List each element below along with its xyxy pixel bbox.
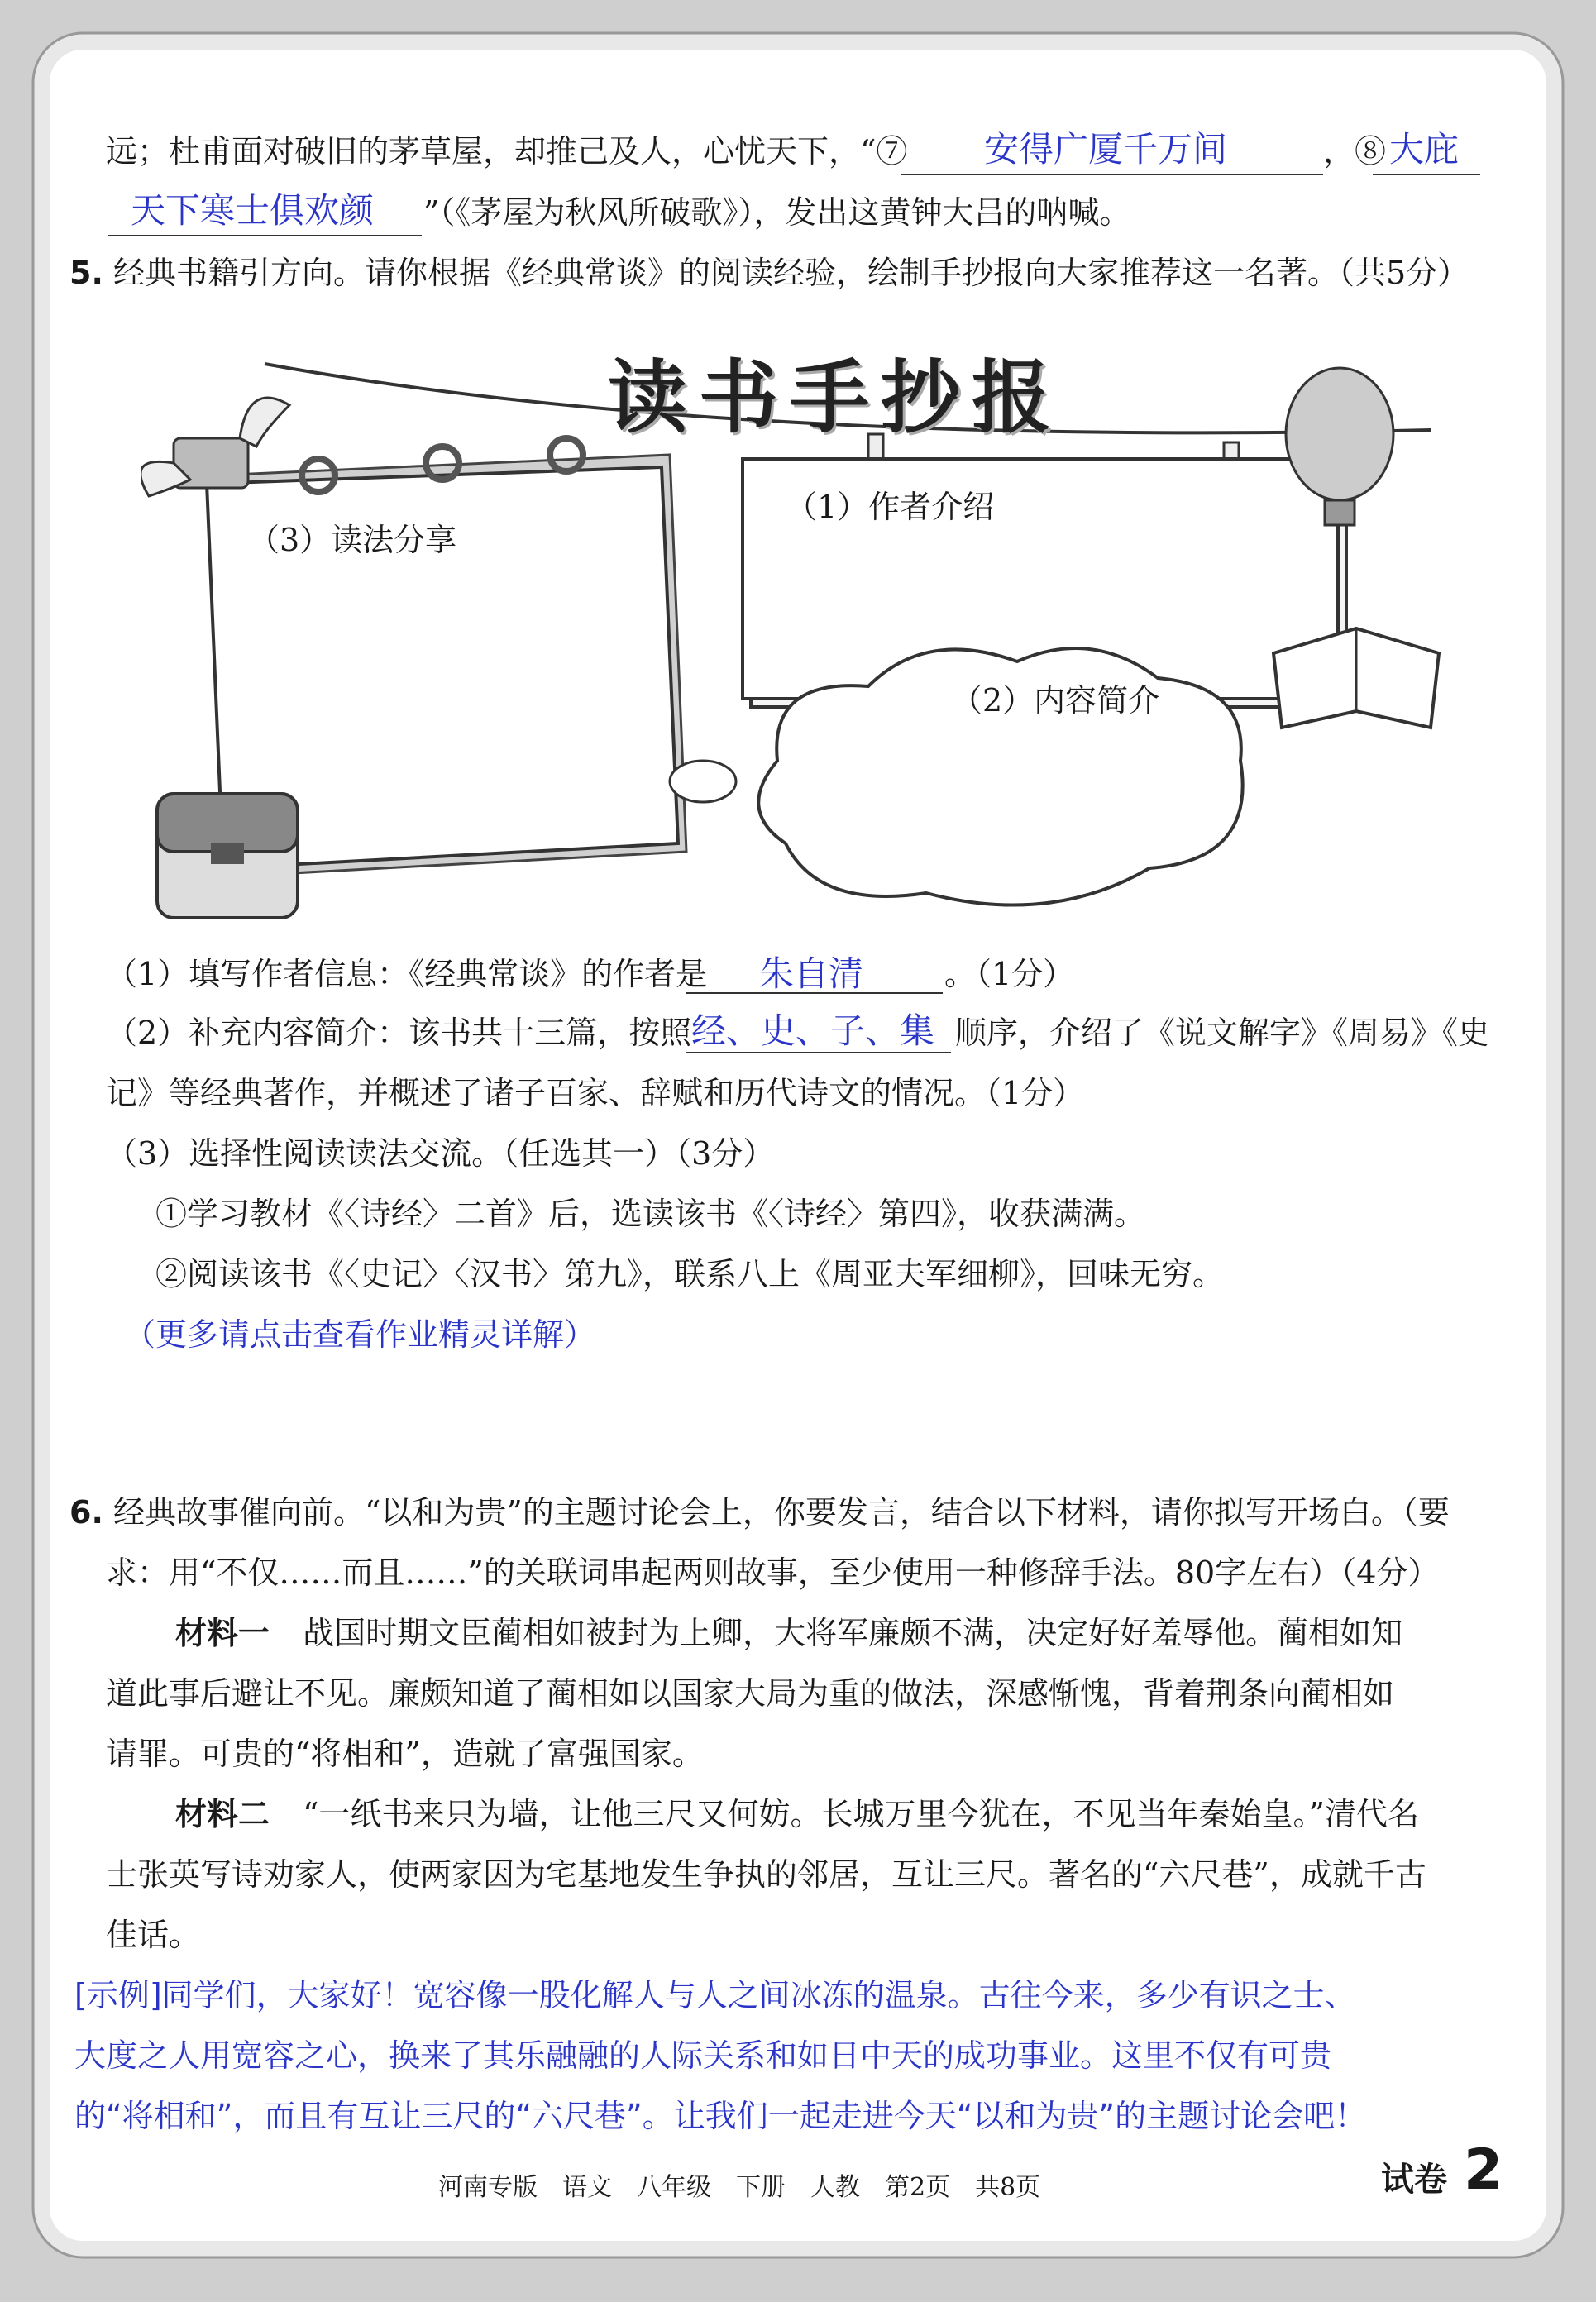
poster-box-author: （1）作者介绍: [786, 489, 995, 525]
poster-box-reading: （3）读法分享: [248, 522, 457, 558]
footer-info: 河南专版 语文 八年级 下册 人教 第2页 共8页: [438, 2173, 1041, 2202]
sep-8: ，⑧: [1323, 133, 1387, 170]
q5-sub2-prefix: （2）补充内容简介：该书共十三篇，按照: [106, 1015, 692, 1051]
material1-line3: 请罪。可贵的“将相和”，造就了富强国家。: [106, 1736, 704, 1772]
q5-sub2-line2: 记》等经典著作，并概述了诸子百家、辞赋和历代诗文的情况。（1分）: [106, 1075, 1085, 1111]
q5-option1: ①学习教材《〈诗经〉二首》后，选读该书《〈诗经〉第四》，收获满满。: [155, 1196, 1146, 1232]
answer-8-part1: 大庇: [1389, 129, 1460, 170]
blank-8a: [1373, 174, 1480, 175]
material1-line1: [175, 1612, 1402, 1654]
material1-label: 材料一: [175, 1615, 270, 1651]
q5-option2: ②阅读该书《〈史记〉〈汉书〉第九》，联系八上《周亚夫军细柳》，回味无穷。: [155, 1256, 1225, 1292]
material1-line2: 道此事后避让不见。廉颇知道了蔺相如以国家大局为重的做法，深感惭愧，背着荆条向蔺相如: [106, 1675, 1395, 1712]
paper-label: 试卷: [1381, 2161, 1447, 2199]
answer-7: 安得广厦千万间: [984, 129, 1228, 170]
q6-stem-line1: [69, 1492, 1450, 1533]
material2-label: 材料二: [175, 1796, 270, 1832]
blank-8b: [108, 235, 422, 236]
answer-author: 朱自清: [759, 953, 864, 994]
material1-text1: 战国时期文臣蔺相如被封为上卿，大将军廉颇不满，决定好好羞辱他。蔺相如知: [303, 1615, 1403, 1651]
q4-line2: ”（《茅屋为秋风所破歌》），发出这黄钟大吕的呐喊。: [423, 194, 1131, 231]
material2-line3: 佳话。: [106, 1917, 201, 1953]
q5-number: 5.: [69, 255, 103, 291]
q5-stem-text: 经典书籍引方向。请你根据《经典常谈》的阅读经验，绘制手抄报向大家推荐这一名著。（共5分）: [112, 255, 1469, 291]
q5-sub2-suffix: 顺序，介绍了《说文解字》《周易》《史: [955, 1015, 1490, 1051]
material2-line2: 士张英写诗劝家人，使两家因为宅基地发生争执的邻居，互让三尺。著名的“六尺巷”，成就千古: [106, 1856, 1426, 1893]
q6-number: 6.: [69, 1494, 103, 1531]
poster-box-content: （2）内容简介: [951, 682, 1160, 719]
blank-7: [901, 174, 1323, 175]
poster-title: 读书手抄报: [608, 351, 1063, 444]
answer-order: 经、史、子、集: [691, 1010, 935, 1051]
material2-line1: [175, 1793, 1419, 1835]
answer-line2: 大度之人用宽容之心，换来了其乐融融的人际关系和如日中天的成功事业。这里不仅有可贵: [74, 2037, 1332, 2074]
answer-line1: [示例]同学们，大家好！宽容像一股化解人与人之间冰冻的温泉。古往今来，多少有识之士、: [74, 1977, 1356, 2013]
q5-sub1-suffix: 。（1分）: [944, 956, 1075, 992]
q5-sub1-prefix: （1）填写作者信息：《经典常谈》的作者是: [106, 956, 708, 992]
q4-line1: 远；杜甫面对破旧的茅草屋，却推己及人，心忧天下，“⑦: [106, 133, 908, 170]
answer-8-part2: 天下寒士俱欢颜: [131, 190, 375, 231]
q5-sub3: （3）选择性阅读读法交流。（任选其一）（3分）: [106, 1135, 775, 1172]
q6-stem-text: 经典故事催向前。“以和为贵”的主题讨论会上，你要发言，结合以下材料，请你拟写开场白。（要: [112, 1494, 1450, 1531]
q5-stem: [69, 252, 1469, 294]
paper-number: 2: [1464, 2137, 1503, 2203]
material2-text1: “一纸书来只为墙，让他三尺又何妨。长城万里今犹在，不见当年秦始皇。”清代名: [303, 1796, 1419, 1832]
more-details-link[interactable]: （更多请点击查看作业精灵详解）: [124, 1316, 596, 1353]
answer-line3: 的“将相和”，而且有互让三尺的“六尺巷”。让我们一起走进今天“以和为贵”的主题讨论会吧！: [74, 2098, 1367, 2134]
q6-stem-line2: 求：用“不仅……而且……”的关联词串起两则故事，至少使用一种修辞手法。80字左右）（4分）: [106, 1555, 1440, 1591]
